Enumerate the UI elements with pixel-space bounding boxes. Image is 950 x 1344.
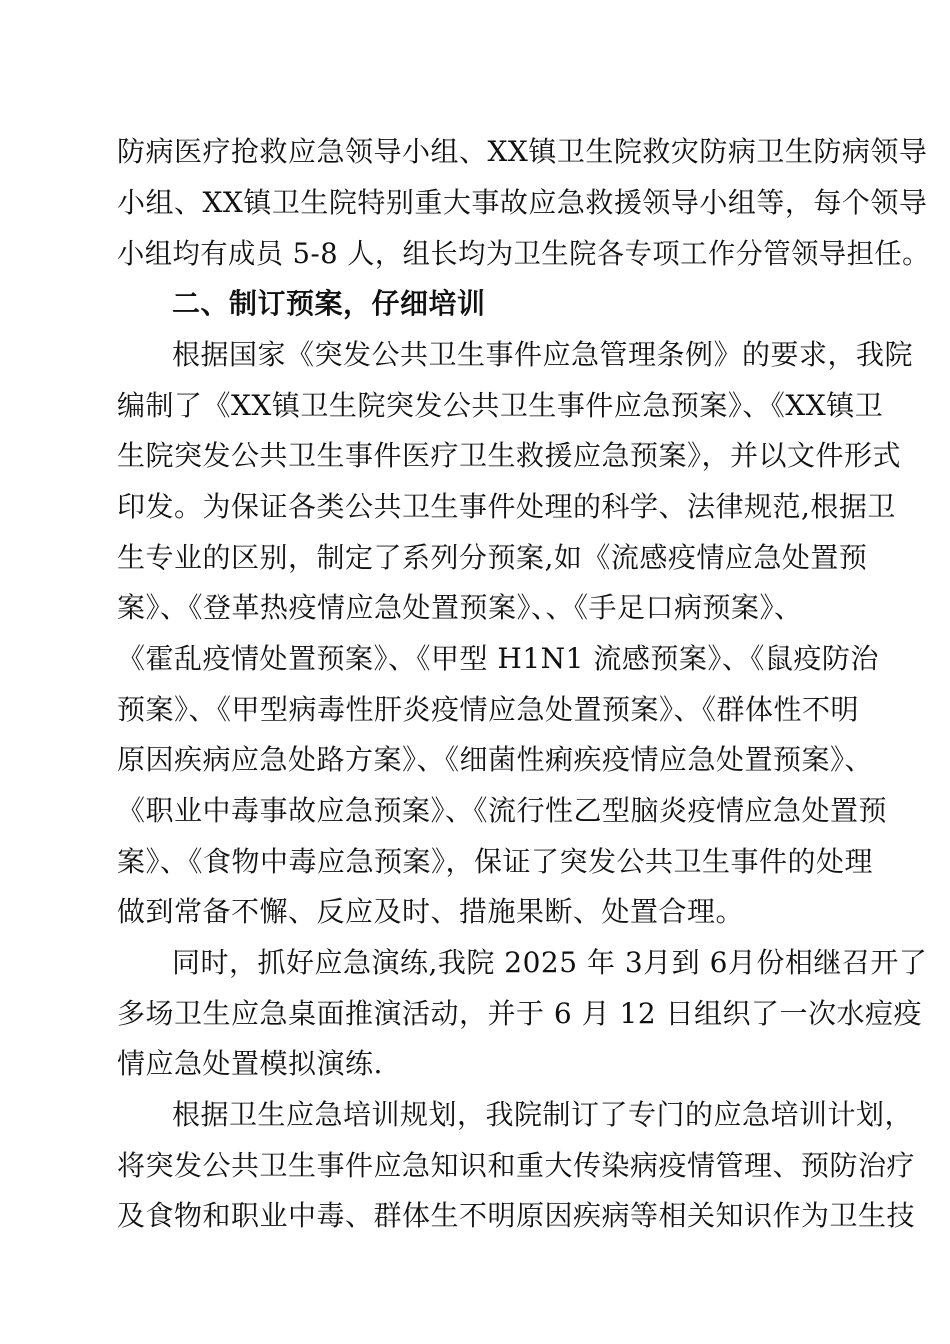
section-heading: 二、制订预案，仔细培训 (172, 287, 486, 320)
text-line: 防病医疗抢救应急领导小组、XX镇卫生院救灾防病卫生防病领导 (117, 135, 928, 168)
text-line: 《职业中毒事故应急预案》、《流行性乙型脑炎疫情应急处置预 (117, 794, 888, 827)
text-line: 小组、XX镇卫生院特别重大事故应急救援领导小组等，每个领导 (117, 186, 928, 219)
text-line: 将突发公共卫生事件应急知识和重大传染病疫情管理、预防治疗 (117, 1149, 916, 1182)
text-line: 生专业的区别，制定了系列分预案,如《流感疫情应急处置预 (117, 541, 868, 574)
text-line: 同时，抓好应急演练,我院 2025 年 3月到 6月份相继召开了 (172, 946, 928, 979)
text-line: 做到常备不懈、反应及时、措施果断、处置合理。 (117, 895, 745, 928)
text-line: 《霍乱疫情处置预案》、《甲型 H1N1 流感预案》、《鼠疫防治 (117, 642, 879, 675)
text-line: 原因疾病应急处路方案》、《细菌性痢疾疫情应急处置预案》、 (117, 743, 874, 776)
text-line: 案》、《食物中毒应急预案》，保证了突发公共卫生事件的处理 (117, 845, 874, 878)
text-line: 印发。为保证各类公共卫生事件处理的科学、法律规范,根据卫 (117, 490, 896, 523)
text-line: 生院突发公共卫生事件医疗卫生救援应急预案》，并以文件形式 (117, 439, 902, 472)
text-line: 情应急处置模拟演练. (117, 1047, 383, 1080)
text-line: 案》、《登革热疫情应急处置预案》、、《手足口病预案》、 (117, 591, 803, 624)
text-line: 小组均有成员 5-8 人，组长均为卫生院各专项工作分管领导担任。 (117, 237, 930, 270)
text-line: 多场卫生应急桌面推演活动，并于 6 月 12 日组织了一次水痘疫 (117, 997, 923, 1030)
text-line: 根据卫生应急培训规划，我院制订了专门的应急培训计划， (172, 1098, 914, 1131)
text-line: 及食物和职业中毒、群体生不明原因疾病等相关知识作为卫生技 (117, 1199, 916, 1232)
text-line: 预案》、《甲型病毒性肝炎疫情应急处置预案》、《群体性不明 (117, 693, 860, 726)
text-line: 根据国家《突发公共卫生事件应急管理条例》的要求，我院 (172, 338, 914, 371)
text-line: 编制了《XX镇卫生院突发公共卫生事件应急预案》、《XX镇卫 (117, 389, 884, 422)
